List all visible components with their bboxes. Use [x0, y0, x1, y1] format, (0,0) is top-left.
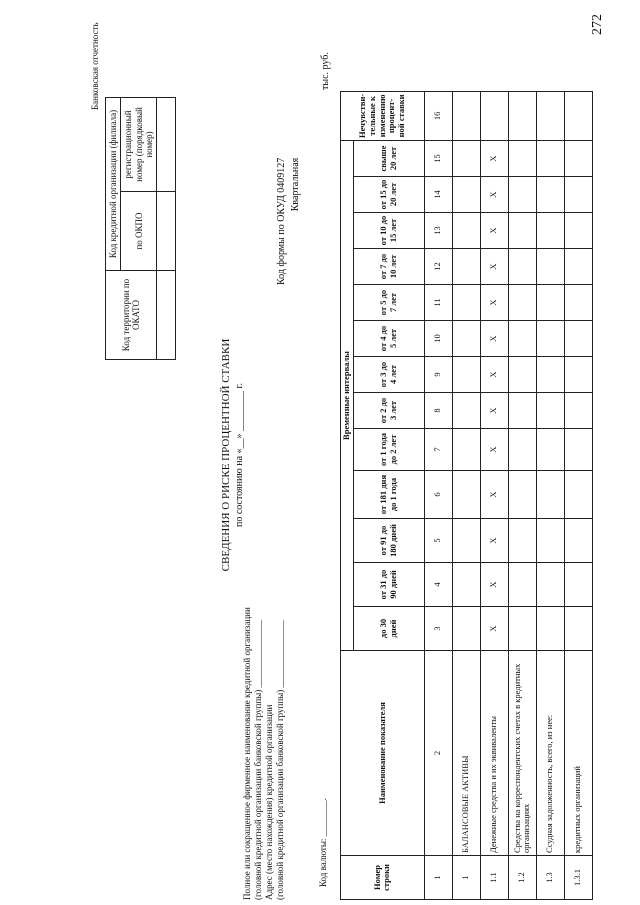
bank-reporting-label: Банковская отчетность [90, 22, 100, 110]
table-cell [508, 249, 536, 285]
org-line: (головной кредитной организации банковской группы) _______________ [252, 620, 263, 900]
row-name: Ссудная задолженность, всего, из нее: [536, 651, 564, 856]
column-number: 14 [424, 177, 452, 213]
column-number: 2 [424, 651, 452, 856]
table-cell [536, 285, 564, 321]
table-cell [564, 607, 592, 651]
column-number: 3 [424, 607, 452, 651]
table-cell: X [480, 285, 508, 321]
table-cell: X [480, 563, 508, 607]
column-number: 4 [424, 563, 452, 607]
table-cell: X [480, 213, 508, 249]
table-row [536, 91, 564, 899]
table-cell [508, 429, 536, 471]
org-line: (головной кредитной организации банковской группы) _______________ [274, 620, 285, 900]
table-cell [536, 607, 564, 651]
header-row-number: Номер строки [341, 856, 425, 900]
column-number: 6 [424, 471, 452, 519]
table-cell: X [480, 393, 508, 429]
table-cell [536, 357, 564, 393]
table-cell [564, 285, 592, 321]
table-cell [508, 357, 536, 393]
table-cell: X [480, 321, 508, 357]
form-title: СВЕДЕНИЯ О РИСКЕ ПРОЦЕНТНОЙ СТАВКИ [220, 338, 232, 572]
table-cell: X [480, 519, 508, 563]
interval-header: от 7 до 10 лет [353, 249, 424, 285]
territory-code-cell [157, 271, 176, 360]
table-cell [564, 213, 592, 249]
table-cell [508, 471, 536, 519]
okud-block [275, 158, 302, 285]
table-cell [508, 393, 536, 429]
table-cell [564, 321, 592, 357]
column-number: 16 [424, 91, 452, 140]
table-cell [564, 141, 592, 177]
row-name: Денежные средства и их эквиваленты [480, 651, 508, 856]
table-cell [452, 321, 480, 357]
interval-header: от 3 до 4 лет [353, 357, 424, 393]
table-cell [452, 177, 480, 213]
table-cell [508, 91, 536, 140]
table-cell [564, 393, 592, 429]
row-number: 1.3 [536, 856, 564, 900]
table-cell [508, 519, 536, 563]
row-name: кредитных организаций [564, 651, 592, 856]
table-cell [452, 249, 480, 285]
currency-label: Код валюты: ________. [318, 798, 328, 887]
table-cell [452, 519, 480, 563]
table-cell: X [480, 429, 508, 471]
table-row [508, 91, 536, 899]
table-cell: X [480, 249, 508, 285]
column-number: 10 [424, 321, 452, 357]
interval-header: от 15 до 20 лет [353, 177, 424, 213]
territory-code-header: Код территории по ОКАТО [106, 271, 157, 360]
units-label: тыс. руб. [320, 52, 331, 90]
table-cell [564, 563, 592, 607]
table-cell [452, 357, 480, 393]
row-number: 1 [452, 856, 480, 900]
table-cell [536, 141, 564, 177]
table-cell [564, 357, 592, 393]
table-cell: X [480, 177, 508, 213]
credit-org-code-header: Код кредитной организации (филиала) [106, 98, 121, 271]
table-body [452, 91, 592, 899]
table-cell [536, 249, 564, 285]
column-number: 9 [424, 357, 452, 393]
table-cell [536, 321, 564, 357]
row-number: 1.3.1 [564, 856, 592, 900]
column-number: 8 [424, 393, 452, 429]
table-cell: X [480, 141, 508, 177]
row-name: Средства на корреспондентских счетах в кредитных организациях [508, 651, 536, 856]
interval-header: от 31 до 90 дней [353, 563, 424, 607]
column-number: 5 [424, 519, 452, 563]
table-row [480, 91, 508, 899]
table-cell: X [480, 357, 508, 393]
table-cell [564, 177, 592, 213]
table-cell [508, 177, 536, 213]
table-cell: X [480, 607, 508, 651]
form-date: по состоянию на «__» ________ г. [234, 382, 245, 528]
interval-header: от 1 года до 2 лет [353, 429, 424, 471]
interval-header: от 2 до 3 лет [353, 393, 424, 429]
column-number: 13 [424, 213, 452, 249]
column-number: 7 [424, 429, 452, 471]
form-title-block [220, 305, 245, 605]
table-cell [452, 141, 480, 177]
table-cell [536, 429, 564, 471]
column-number: 11 [424, 285, 452, 321]
column-number-row [424, 91, 452, 899]
table-cell [536, 213, 564, 249]
table-cell [452, 563, 480, 607]
table-cell [564, 471, 592, 519]
interval-header: от 181 дня до 1 года [353, 471, 424, 519]
row-name: БАЛАНСОВЫЕ АКТИВЫ [452, 651, 480, 856]
table-cell [536, 563, 564, 607]
table-cell [452, 213, 480, 249]
column-number: 1 [424, 856, 452, 900]
table-cell [508, 141, 536, 177]
table-cell [508, 285, 536, 321]
table-cell [564, 249, 592, 285]
reg-number-cell [157, 98, 176, 192]
table-cell [480, 91, 508, 140]
okpo-cell [157, 192, 176, 271]
table-cell [452, 393, 480, 429]
table-cell [536, 519, 564, 563]
org-line: Полное или сокращенное фирменное наименование кредитной организации [242, 607, 252, 900]
table-cell [536, 91, 564, 140]
period-label: Квартальная [289, 157, 301, 212]
interval-header: от 4 до 5 лет [353, 321, 424, 357]
reg-number-header: регистрационный номер (порядковый номер) [121, 98, 157, 192]
table-cell [452, 91, 480, 140]
org-line: Адрес (место нахождения) кредитной организации [263, 704, 274, 900]
interval-header: свыше 20 лет [353, 141, 424, 177]
table-cell: X [480, 471, 508, 519]
interval-header: до 30 дней [353, 607, 424, 651]
table-cell [452, 607, 480, 651]
table-cell [452, 471, 480, 519]
header-time-intervals: Временные интервалы [341, 141, 354, 651]
header-insensitive: Нечувстви-тельные к изменению процент-ной ставки [341, 91, 425, 140]
table-cell [536, 177, 564, 213]
column-number: 12 [424, 249, 452, 285]
codes-table [105, 97, 176, 360]
interval-header: от 91 до 180 дней [353, 519, 424, 563]
table-cell [564, 91, 592, 140]
table-cell [452, 285, 480, 321]
org-info [242, 607, 286, 900]
page-number: 272 [590, 14, 605, 35]
table-cell [508, 607, 536, 651]
interval-header: от 10 до 15 лет [353, 213, 424, 249]
table-cell [536, 471, 564, 519]
table-cell [508, 563, 536, 607]
okud-code: Код формы по ОКУД 0409127 [276, 157, 287, 285]
interest-rate-table [340, 91, 593, 900]
header-indicator-name: Наименование показателя [341, 651, 425, 856]
table-cell [564, 429, 592, 471]
interval-header: от 5 до 7 лет [353, 285, 424, 321]
column-number: 15 [424, 141, 452, 177]
table-cell [536, 393, 564, 429]
okpo-header: по ОКПО [121, 192, 157, 271]
table-cell [564, 519, 592, 563]
row-number: 1.1 [480, 856, 508, 900]
table-row [452, 91, 480, 899]
table-row [564, 91, 592, 899]
table-cell [508, 213, 536, 249]
table-cell [452, 429, 480, 471]
row-number: 1.2 [508, 856, 536, 900]
table-cell [508, 321, 536, 357]
